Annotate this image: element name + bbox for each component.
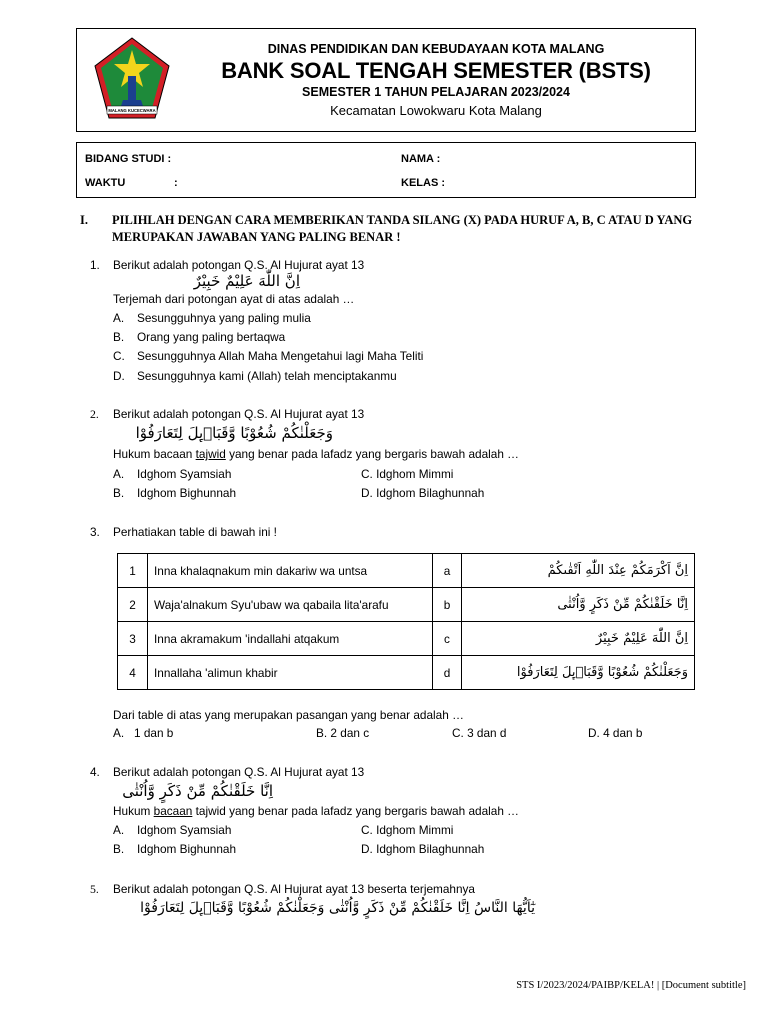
row-key: d: [433, 656, 462, 690]
q4-arabic: اِنَّا خَلَقْنٰكُمْ مِّنْ ذَكَرٍ وَّاُنْثٰى: [122, 782, 273, 800]
section-text: PILIHLAH DENGAN CARA MEMBERIKAN TANDA SILANG (X) PADA HURUF A, B, C ATAU D YANG MERUPAKAN JAWABAN YANG PALING BENAR !: [112, 213, 693, 244]
q1-option-a-letter: A.: [113, 311, 125, 325]
q1-text: Berikut adalah potongan Q.S. Al Hujurat ayat 13: [113, 258, 365, 272]
row-number: 3: [118, 622, 148, 656]
row-latin: Inna akramakum 'indallahi atqakum: [148, 622, 433, 656]
q2-option-d: D. Idghom Bilaghunnah: [361, 486, 485, 500]
q5-arabic: يٰٓاَيُّهَا النَّاسُ اِنَّا خَلَقْنٰكُمْ مِّنْ ذَكَرٍ وَّاُنْثٰى وَجَعَلْنٰكُمْ شُعُوْبًا وَّقَبَاۤىِٕلَ لِتَعَارَفُوْا: [140, 900, 535, 916]
q1-arabic: اِنَّ اللّٰهَ عَلِيْمٌ خَبِيْرٌ: [193, 272, 300, 290]
q3-option-a: A. 1 dan b: [113, 726, 174, 740]
q1-number: 1.: [90, 258, 100, 272]
q5-text: Berikut adalah potongan Q.S. Al Hujurat ayat 13 beserta terjemahnya: [113, 882, 475, 896]
q1-option-c: Sesungguhnya Allah Maha Mengetahui lagi Maha Teliti: [137, 349, 424, 363]
q2-text: Berikut adalah potongan Q.S. Al Hujurat ayat 13: [113, 407, 365, 421]
row-number: 1: [118, 554, 148, 588]
logo-motto: MALANG KUCECWARA: [108, 108, 156, 113]
q3-prompt: Dari table di atas yang merupakan pasangan yang benar adalah …: [113, 708, 464, 722]
q3-option-c: C. 3 dan d: [452, 726, 507, 740]
q3-option-b: B. 2 dan c: [316, 726, 370, 740]
row-key: b: [433, 588, 462, 622]
row-key: c: [433, 622, 462, 656]
row-latin: Waja'alnakum Syu'ubaw wa qabaila lita'arafu: [148, 588, 433, 622]
q3-number: 3.: [90, 525, 100, 539]
table-row: [118, 622, 695, 656]
q4-text: Berikut adalah potongan Q.S. Al Hujurat ayat 13: [113, 765, 365, 779]
header-title: BANK SOAL TENGAH SEMESTER (BSTS): [221, 58, 651, 83]
q2-option-a: Idghom Syamsiah: [137, 467, 232, 481]
row-latin: Innallaha 'alimun khabir: [148, 656, 433, 690]
q4-prompt: Hukum bacaan tajwid yang benar pada lafadz yang bergaris bawah adalah …: [113, 804, 519, 818]
q4-option-d: D. Idghom Bilaghunnah: [361, 842, 485, 856]
q4-option-b-letter: B.: [113, 842, 125, 856]
q2-number: 2.: [90, 407, 99, 421]
document-header: [76, 28, 696, 132]
matching-table: [117, 553, 695, 690]
header-agency: DINAS PENDIDIKAN DAN KEBUDAYAAN KOTA MALANG: [267, 42, 605, 56]
row-arabic: وَجَعَلْنٰكُمْ شُعُوْبًا وَّقَبَاۤىِٕلَ لِتَعَارَفُوْا: [462, 656, 695, 690]
header-semester: SEMESTER 1 TAHUN PELAJARAN 2023/2024: [302, 85, 570, 99]
q1-option-b-letter: B.: [113, 330, 125, 344]
q4-option-a: Idghom Syamsiah: [137, 823, 232, 837]
label-kelas: KELAS :: [401, 177, 445, 189]
q2-arabic: وَجَعَلْنٰكُمْ شُعُوْبًا وَّقَبَاۤىِٕلَ لِتَعَارَفُوْا: [135, 424, 333, 442]
q1-option-d: Sesungguhnya kami (Allah) telah menciptakanmu: [137, 369, 397, 383]
q2-prompt: Hukum bacaan tajwid yang benar pada lafadz yang bergaris bawah adalah …: [113, 447, 519, 461]
label-waktu-colon: :: [174, 177, 178, 189]
q5-number: 5.: [90, 882, 99, 896]
q2-option-b: Idghom Bighunnah: [137, 486, 237, 500]
table-row: [118, 554, 695, 588]
row-arabic: اِنَّ اللّٰهَ عَلِيْمٌ خَبِيْرٌ: [462, 622, 695, 656]
q4-option-c: C. Idghom Mimmi: [361, 823, 454, 837]
q4-option-b: Idghom Bighunnah: [137, 842, 237, 856]
q2-option-a-letter: A.: [113, 467, 125, 481]
row-number: 4: [118, 656, 148, 690]
table-row: [118, 656, 695, 690]
label-bidang-studi: BIDANG STUDI :: [85, 153, 172, 165]
q2-underlined-word: tajwid: [195, 447, 226, 461]
row-latin: Inna khalaqnakum min dakariw wa untsa: [148, 554, 433, 588]
label-waktu: WAKTU: [85, 177, 126, 189]
row-arabic: اِنَّ اَكْرَمَكُمْ عِنْدَ اللّٰهِ اَتْقٰىكُمْ: [462, 554, 695, 588]
malang-city-logo: [93, 36, 171, 126]
row-key: a: [433, 554, 462, 588]
q1-option-d-letter: D.: [113, 369, 125, 383]
label-nama: NAMA :: [401, 153, 441, 165]
q1-prompt: Terjemah dari potongan ayat di atas adalah …: [113, 292, 355, 306]
q2-option-c: C. Idghom Mimmi: [361, 467, 454, 481]
q1-option-b: Orang yang paling bertaqwa: [137, 330, 286, 344]
q4-number: 4.: [90, 765, 100, 779]
q4-option-a-letter: A.: [113, 823, 125, 837]
q4-underlined-word: bacaan: [153, 804, 193, 818]
q3-option-d: D. 4 dan b: [588, 726, 643, 740]
q2-option-b-letter: B.: [113, 486, 125, 500]
q3-text: Perhatiakan table di bawah ini !: [113, 525, 277, 539]
row-arabic: اِنَّا خَلَقْنٰكُمْ مِّنْ ذَكَرٍ وَّاُنْثٰى: [462, 588, 695, 622]
student-info-box: [76, 142, 696, 198]
section-number: I.: [80, 213, 88, 227]
row-number: 2: [118, 588, 148, 622]
header-district: Kecamatan Lowokwaru Kota Malang: [330, 103, 542, 118]
q1-option-c-letter: C.: [113, 349, 125, 363]
page-footer: STS I/2023/2024/PAIBP/KELA! | [Document subtitle]: [516, 980, 746, 991]
table-row: [118, 588, 695, 622]
q1-option-a: Sesungguhnya yang paling mulia: [137, 311, 311, 325]
